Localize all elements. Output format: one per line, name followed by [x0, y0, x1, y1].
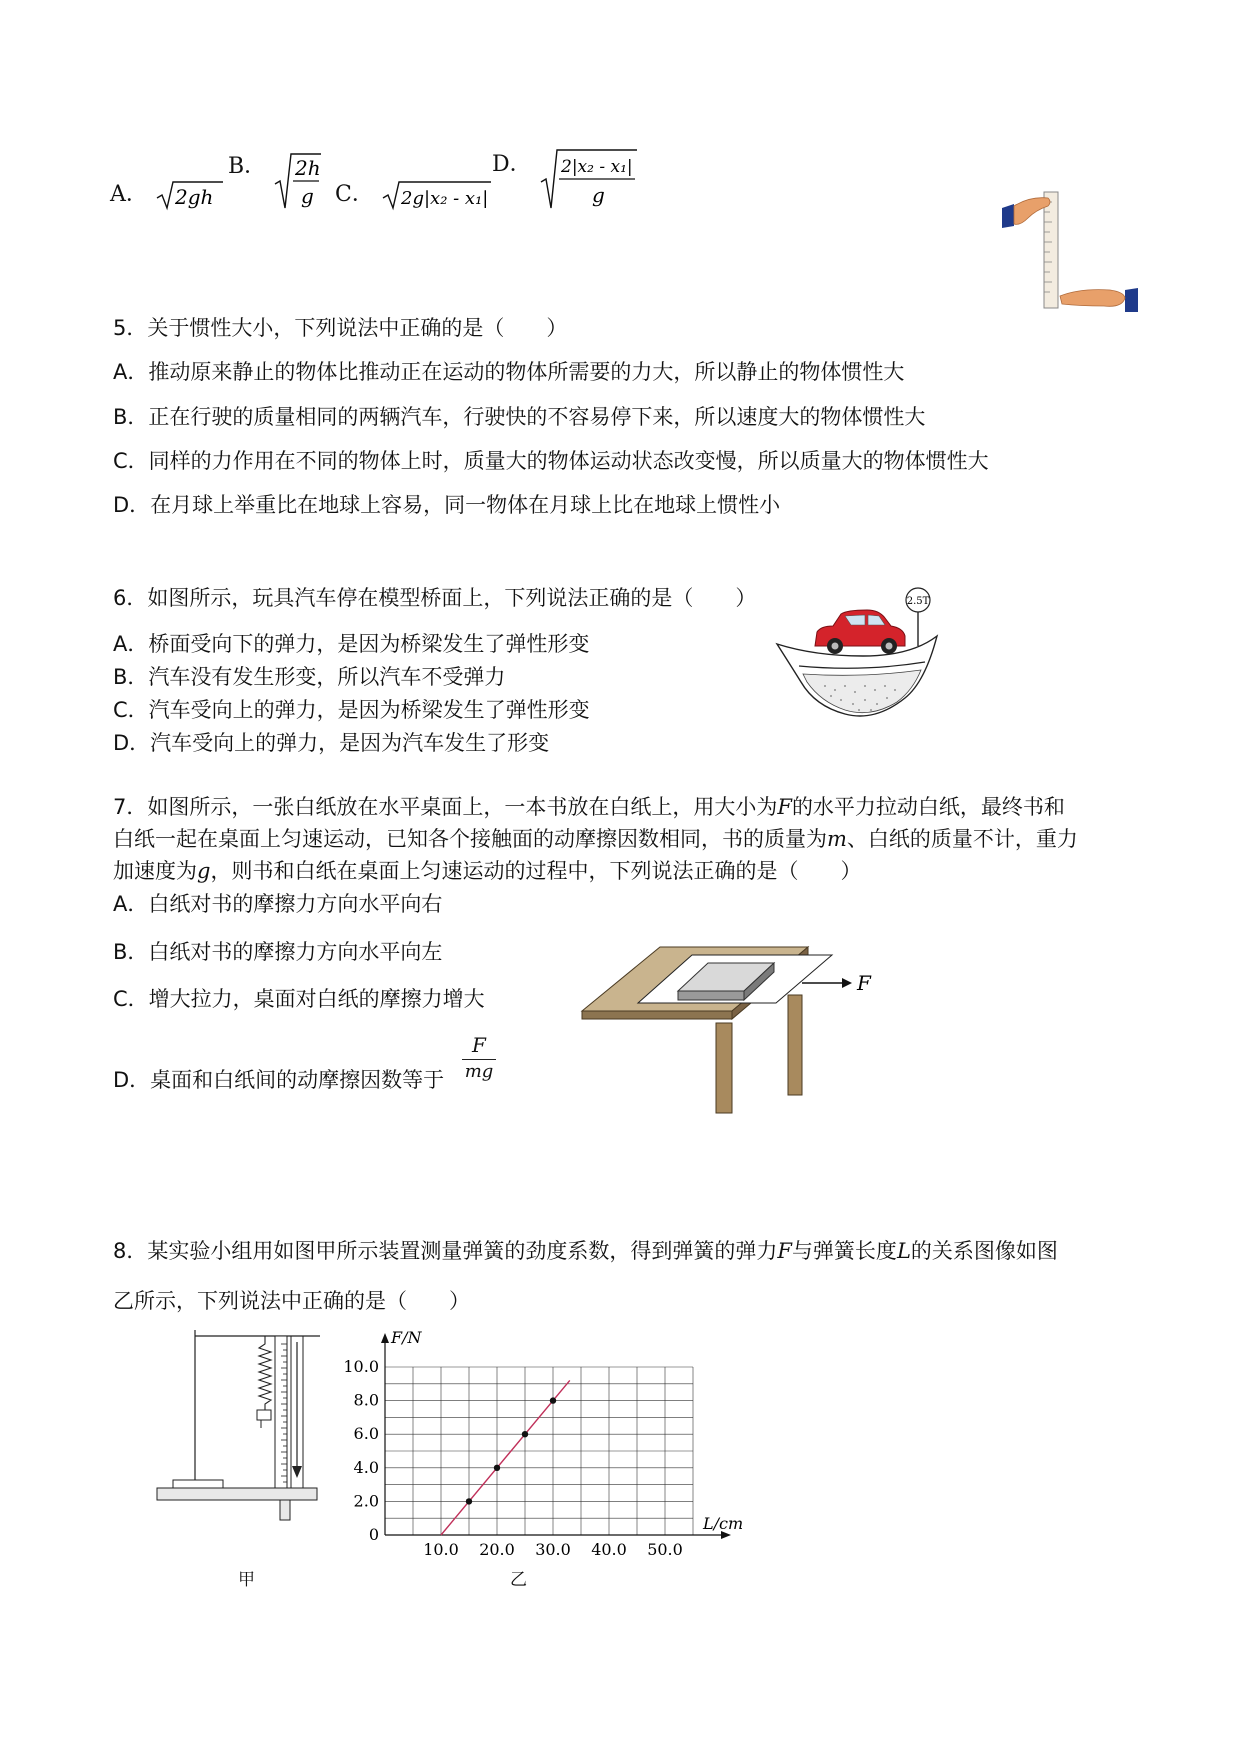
f-l-chart: [330, 1328, 744, 1575]
q4-option-c[interactable]: C． 2g|x₂ - x₁|: [335, 177, 493, 212]
bridge-car-figure: [775, 582, 950, 727]
q6-option-b[interactable]: B．汽车没有发生形变，所以汽车不受弹力: [113, 665, 506, 689]
q6-stem: 6．如图所示，玩具汽车停在模型桥面上，下列说法正确的是（ ）: [113, 586, 757, 610]
q5-stem: 5．关于惯性大小，下列说法中正确的是（ ）: [113, 316, 568, 340]
data-point: [522, 1431, 528, 1437]
chart-axes: [381, 1328, 743, 1539]
toy-car: [815, 610, 905, 654]
ruler-drop-figure: [1000, 188, 1140, 313]
data-point: [550, 1397, 556, 1403]
fit-line: [441, 1380, 570, 1535]
sqrt-2gh: [155, 178, 225, 212]
svg-text:g: g: [301, 184, 314, 208]
q6-option-c[interactable]: C．汽车受向上的弹力，是因为桥梁发生了弹性形变: [113, 698, 590, 722]
q7-stem-line-3: 加速度为g，则书和白纸在桌面上匀速运动的过程中，下列说法正确的是（ ）: [113, 859, 862, 883]
svg-text:g: g: [591, 183, 605, 207]
x-tick-label: 20.0: [479, 1540, 515, 1559]
bridge-water: [803, 670, 921, 713]
y-axis-label: F/N: [391, 1328, 422, 1347]
q6-option-d[interactable]: D．汽车受向上的弹力，是因为汽车发生了形变: [113, 731, 550, 755]
q4-option-a[interactable]: A． 2gh: [110, 177, 225, 212]
figure-caption-jia: 甲: [238, 1570, 255, 1590]
x-axis-label: L/cm: [703, 1514, 744, 1533]
y-tick-label: 6.0: [353, 1424, 379, 1444]
q7-stem-line-1: 7．如图所示，一张白纸放在水平桌面上，一本书放在白纸上，用大小为F的水平力拉动白纸，最终书和: [113, 795, 1065, 819]
q5-option-c[interactable]: C．同样的力作用在不同的物体上时，质量大的物体运动状态改变慢，所以质量大的物体惯性大: [113, 449, 989, 473]
q7-fraction: F mg: [462, 1033, 496, 1082]
q4-option-b[interactable]: B． 2h g: [228, 150, 323, 212]
table-leg-front: [716, 1023, 732, 1113]
y-tick-label: 10.0: [343, 1357, 379, 1376]
upper-sleeve: [1002, 204, 1014, 228]
data-point: [466, 1498, 472, 1504]
q8-stem-line-1: 8．某实验小组用如图甲所示装置测量弹簧的劲度系数，得到弹簧的弹力F与弹簧长度L的关系图像如图: [113, 1239, 1058, 1263]
q7-option-a[interactable]: A．白纸对书的摩擦力方向水平向右: [113, 892, 443, 916]
q7-option-c[interactable]: C．增大拉力，桌面对白纸的摩擦力增大: [113, 987, 485, 1011]
y-tick-label: 0: [368, 1525, 379, 1544]
q8-stem-line-2: 乙所示，下列说法中正确的是（ ）: [113, 1289, 470, 1313]
sqrt-2h-over-g: [273, 150, 323, 212]
spring: [259, 1336, 271, 1410]
q6-option-a[interactable]: A．桥面受向下的弹力，是因为桥梁发生了弹性形变: [113, 632, 590, 656]
svg-text:2gh: 2gh: [174, 185, 214, 209]
table-book-figure: [580, 945, 880, 1115]
y-tick-label: 8.0: [353, 1390, 379, 1410]
svg-text:2|x₂ - x₁|: 2|x₂ - x₁|: [560, 157, 633, 177]
base-board: [157, 1488, 317, 1500]
svg-text:2h: 2h: [295, 156, 321, 180]
y-tick-label: 2.0: [353, 1491, 379, 1511]
lower-hand: [1060, 290, 1125, 307]
chart-grid: [385, 1367, 693, 1535]
q7-option-b[interactable]: B．白纸对书的摩擦力方向水平向左: [113, 940, 443, 964]
q5-option-b[interactable]: B．正在行驶的质量相同的两辆汽车，行驶快的不容易停下来，所以速度大的物体惯性大: [113, 405, 926, 429]
sign-text: 2.5T: [906, 596, 930, 607]
q7-option-d[interactable]: D．桌面和白纸间的动摩擦因数等于: [113, 1068, 445, 1092]
lower-sleeve: [1125, 288, 1138, 312]
data-point: [494, 1465, 500, 1471]
x-tick-label: 50.0: [647, 1540, 683, 1559]
x-tick-label: 40.0: [591, 1540, 627, 1559]
force-label: F: [857, 971, 871, 995]
sqrt-2g-dx: [381, 178, 493, 212]
pointer-block: [257, 1410, 271, 1420]
svg-text:2g|x₂ - x₁|: 2g|x₂ - x₁|: [400, 188, 489, 209]
vertical-scale: [275, 1336, 287, 1488]
x-tick-label: 30.0: [535, 1540, 571, 1559]
x-tick-label: 10.0: [423, 1540, 459, 1559]
sqrt-2dx-over-g: [539, 146, 639, 212]
chart-ticks: [343, 1357, 682, 1559]
q5-option-a[interactable]: A．推动原来静止的物体比推动正在运动的物体所需要的力大，所以静止的物体惯性大: [113, 360, 905, 384]
y-axis-arrow: [381, 1333, 389, 1343]
chart-series: [441, 1380, 570, 1535]
q4-option-d[interactable]: D． 2|x₂ - x₁| g: [492, 146, 639, 212]
q7-stem-line-2: 白纸一起在桌面上匀速运动，已知各个接触面的动摩擦因数相同，书的质量为m、白纸的质量不计，重力: [113, 827, 1078, 851]
spring-apparatus-figure: [155, 1328, 325, 1523]
figure-caption-yi: 乙: [510, 1570, 527, 1590]
table-leg-back: [788, 995, 802, 1095]
q5-option-d[interactable]: D．在月球上举重比在地球上容易，同一物体在月球上比在地球上惯性小: [113, 493, 781, 517]
y-tick-label: 4.0: [353, 1457, 379, 1477]
